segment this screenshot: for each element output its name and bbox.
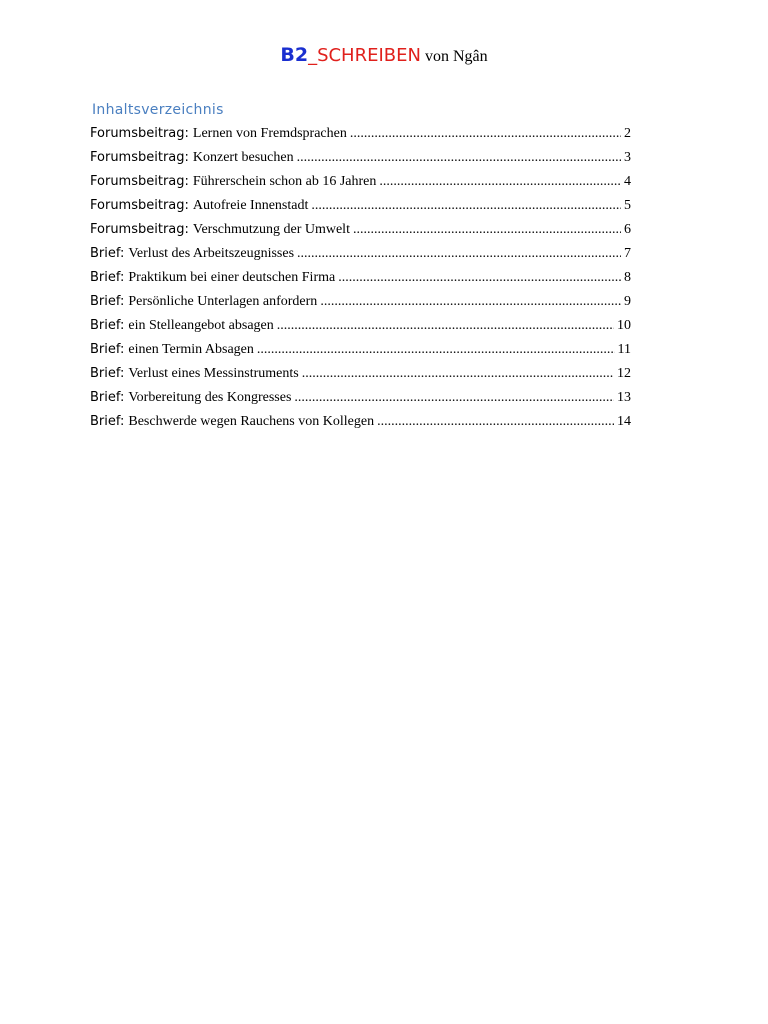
- toc-entry[interactable]: [90, 146, 631, 170]
- toc-entry-kind: Forumsbeitrag:: [90, 174, 189, 189]
- toc-entry-page-number: 10: [617, 318, 631, 333]
- toc-dot-leader: [379, 170, 621, 194]
- toc-dot-leader: [302, 362, 614, 386]
- toc-entry[interactable]: [90, 290, 631, 314]
- toc-entry[interactable]: [90, 242, 631, 266]
- toc-dot-leader: [294, 386, 614, 410]
- toc-entry-kind: Forumsbeitrag:: [90, 150, 189, 165]
- toc-entry-topic: Persönliche Unterlagen anfordern: [128, 294, 318, 309]
- toc-dot-leader: [320, 290, 621, 314]
- title-level: B2: [280, 44, 309, 66]
- toc-entry-page-number: 7: [624, 246, 631, 261]
- toc-entry-page-number: 8: [624, 270, 631, 285]
- toc-entry-kind: Brief:: [90, 390, 125, 405]
- toc-entry-kind: Brief:: [90, 414, 125, 429]
- toc-dot-leader: [297, 242, 621, 266]
- toc-heading: Inhaltsverzeichnis: [92, 102, 224, 118]
- toc-entry-topic: einen Termin Absagen: [128, 342, 254, 357]
- toc-entry-topic: ein Stelleangebot absagen: [128, 318, 274, 333]
- title-subject: _SCHREIBEN: [308, 45, 421, 66]
- toc-entry-topic: Führerschein schon ab 16 Jahren: [192, 174, 377, 189]
- toc-entry-kind: Forumsbeitrag:: [90, 198, 189, 213]
- toc-entry[interactable]: [90, 314, 631, 338]
- toc-entry-topic: Verschmutzung der Umwelt: [192, 222, 350, 237]
- toc-entry[interactable]: [90, 386, 631, 410]
- toc-entry-page-number: 9: [624, 294, 631, 309]
- toc-entry-page-number: 5: [624, 198, 631, 213]
- toc-entry-kind: Brief:: [90, 318, 125, 333]
- title-author: von Ngân: [424, 48, 488, 65]
- toc-dot-leader: [297, 146, 621, 170]
- toc-entry-page-number: 13: [617, 390, 631, 405]
- toc-entry-topic: Lernen von Fremdsprachen: [192, 126, 347, 141]
- toc-entry[interactable]: [90, 410, 631, 434]
- toc-entry-topic: Vorbereitung des Kongresses: [128, 390, 292, 405]
- toc-entry-kind: Brief:: [90, 270, 125, 285]
- toc-entry[interactable]: [90, 218, 631, 242]
- toc-dot-leader: [338, 266, 621, 290]
- toc-entry-kind: Forumsbeitrag:: [90, 126, 189, 141]
- toc-dot-leader: [353, 218, 621, 242]
- toc-entry-topic: Verlust des Arbeitszeugnisses: [128, 246, 295, 261]
- toc-entry[interactable]: [90, 170, 631, 194]
- toc-entry-topic: Praktikum bei einer deutschen Firma: [128, 270, 336, 285]
- toc-entry[interactable]: [90, 194, 631, 218]
- toc-entry[interactable]: [90, 122, 631, 146]
- toc-entry-kind: Brief:: [90, 366, 125, 381]
- toc-dot-leader: [377, 410, 614, 434]
- toc-entry-kind: Brief:: [90, 246, 125, 261]
- table-of-contents: [90, 122, 631, 434]
- toc-dot-leader: [350, 122, 621, 146]
- toc-entry[interactable]: [90, 338, 631, 362]
- toc-entry-page-number: 3: [624, 150, 631, 165]
- toc-dot-leader: [277, 314, 614, 338]
- toc-entry-topic: Konzert besuchen: [192, 150, 294, 165]
- toc-entry-kind: Brief:: [90, 294, 125, 309]
- toc-dot-leader: [257, 338, 615, 362]
- toc-entry-page-number: 4: [624, 174, 631, 189]
- toc-entry-topic: Verlust eines Messinstruments: [128, 366, 299, 381]
- toc-entry[interactable]: [90, 362, 631, 386]
- toc-entry-page-number: 14: [617, 414, 631, 429]
- toc-entry[interactable]: [90, 266, 631, 290]
- toc-entry-page-number: 6: [624, 222, 631, 237]
- toc-entry-page-number: 11: [617, 342, 631, 357]
- toc-entry-topic: Beschwerde wegen Rauchens von Kollegen: [128, 414, 375, 429]
- toc-entry-page-number: 2: [624, 126, 631, 141]
- toc-entry-kind: Brief:: [90, 342, 125, 357]
- toc-dot-leader: [311, 194, 621, 218]
- document-title: [0, 44, 768, 66]
- toc-entry-page-number: 12: [617, 366, 631, 381]
- toc-entry-topic: Autofreie Innenstadt: [192, 198, 309, 213]
- toc-entry-kind: Forumsbeitrag:: [90, 222, 189, 237]
